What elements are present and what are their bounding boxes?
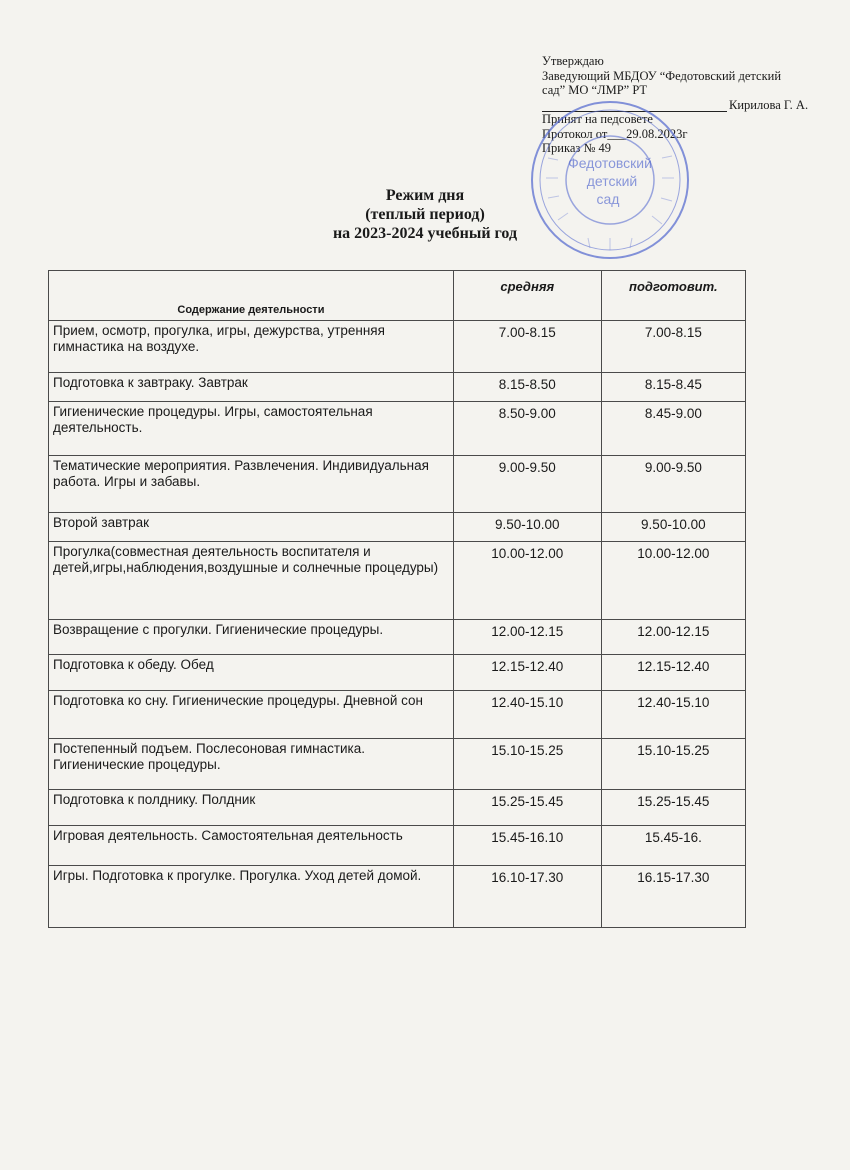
activity-cell: Постепенный подъем. Послесоновая гимнастика. Гигиенические процедуры. xyxy=(49,739,454,790)
activity-cell: Подготовка к полднику. Полдник xyxy=(49,790,454,826)
table-row xyxy=(49,620,746,655)
activity-cell: Гигиенические процедуры. Игры, самостоятельная деятельность. xyxy=(49,402,454,456)
table-header-row xyxy=(49,271,746,321)
header-activity: Содержание деятельности xyxy=(49,271,454,321)
activity-cell: Подготовка ко сну. Гигиенические процедуры. Дневной сон xyxy=(49,691,454,739)
approval-organization: сад” МО “ЛМР” РТ xyxy=(542,83,648,97)
middle-time-cell: 15.10-15.25 xyxy=(453,739,601,790)
activity-cell: Подготовка к обеду. Обед xyxy=(49,655,454,691)
middle-time-cell: 10.00-12.00 xyxy=(453,542,601,620)
stamp-text-1: Федотовский xyxy=(568,155,652,171)
middle-time-cell: 15.45-16.10 xyxy=(453,826,601,866)
middle-time-cell: 12.40-15.10 xyxy=(453,691,601,739)
activity-cell: Тематические мероприятия. Развлечения. Индивидуальная работа. Игры и забавы. xyxy=(49,456,454,513)
table-row xyxy=(49,542,746,620)
prep-time-cell: 10.00-12.00 xyxy=(601,542,745,620)
table-row xyxy=(49,402,746,456)
prep-time-cell: 8.45-9.00 xyxy=(601,402,745,456)
order-note: Приказ № 49 xyxy=(542,141,612,155)
approval-position: Заведующий МБДОУ “Федотовский детский xyxy=(542,68,782,83)
prep-time-cell: 15.25-15.45 xyxy=(601,790,745,826)
activity-cell: Возвращение с прогулки. Гигиенические процедуры. xyxy=(49,620,454,655)
middle-time-cell: 12.00-12.15 xyxy=(453,620,601,655)
prep-time-cell: 15.45-16. xyxy=(601,826,745,866)
middle-time-cell: 9.50-10.00 xyxy=(453,513,601,542)
table-row xyxy=(49,790,746,826)
approval-heading: Утверждаю xyxy=(542,54,604,68)
table-row xyxy=(49,691,746,739)
middle-time-cell: 15.25-15.45 xyxy=(453,790,601,826)
title-line-3: на 2023-2024 учебный год xyxy=(332,225,518,242)
protocol-note: Протокол от___29.08.2023г xyxy=(542,126,688,141)
table-row xyxy=(49,826,746,866)
stamp-text-3: сад xyxy=(596,191,620,207)
middle-time-cell: 12.15-12.40 xyxy=(453,655,601,691)
middle-time-cell: 7.00-8.15 xyxy=(453,321,601,373)
prep-time-cell: 15.10-15.25 xyxy=(601,739,745,790)
middle-time-cell: 16.10-17.30 xyxy=(453,866,601,928)
prep-time-cell: 12.00-12.15 xyxy=(601,620,745,655)
table-row xyxy=(49,321,746,373)
pedsovet-note: Принят на педсовете xyxy=(542,112,653,126)
activity-cell: Второй завтрак xyxy=(49,513,454,542)
table-row xyxy=(49,373,746,402)
prep-time-cell: 12.15-12.40 xyxy=(601,655,745,691)
middle-time-cell: 8.15-8.50 xyxy=(453,373,601,402)
schedule-table xyxy=(48,270,746,928)
table-row xyxy=(49,456,746,513)
stamp-text-2: детский xyxy=(586,173,638,189)
activity-cell: Игровая деятельность. Самостоятельная деятельность xyxy=(49,826,454,866)
table-row xyxy=(49,866,746,928)
table-row xyxy=(49,655,746,691)
table-row xyxy=(49,739,746,790)
prep-time-cell: 9.50-10.00 xyxy=(601,513,745,542)
document-title xyxy=(0,186,850,243)
header-middle-group: средняя xyxy=(453,271,601,321)
prep-time-cell: 9.00-9.50 xyxy=(601,456,745,513)
activity-cell: Подготовка к завтраку. Завтрак xyxy=(49,373,454,402)
title-line-2: (теплый период) xyxy=(365,206,485,223)
signer-name: Кирилова Г. А. xyxy=(729,97,809,112)
prep-time-cell: 12.40-15.10 xyxy=(601,691,745,739)
prep-time-cell: 8.15-8.45 xyxy=(601,373,745,402)
prep-time-cell: 7.00-8.15 xyxy=(601,321,745,373)
middle-time-cell: 9.00-9.50 xyxy=(453,456,601,513)
table-row xyxy=(49,513,746,542)
activity-cell: Прием, осмотр, прогулка, игры, дежурства, утренняя гимнастика на воздухе. xyxy=(49,321,454,373)
title-line-1: Режим дня xyxy=(385,187,465,204)
activity-cell: Игры. Подготовка к прогулке. Прогулка. Уход детей домой. xyxy=(49,866,454,928)
header-prep-group: подготовит. xyxy=(601,271,745,321)
activity-cell: Прогулка(совместная деятельность воспитателя и детей,игры,наблюдения,воздушные и солнечные процедуры) xyxy=(49,542,454,620)
middle-time-cell: 8.50-9.00 xyxy=(453,402,601,456)
prep-time-cell: 16.15-17.30 xyxy=(601,866,745,928)
